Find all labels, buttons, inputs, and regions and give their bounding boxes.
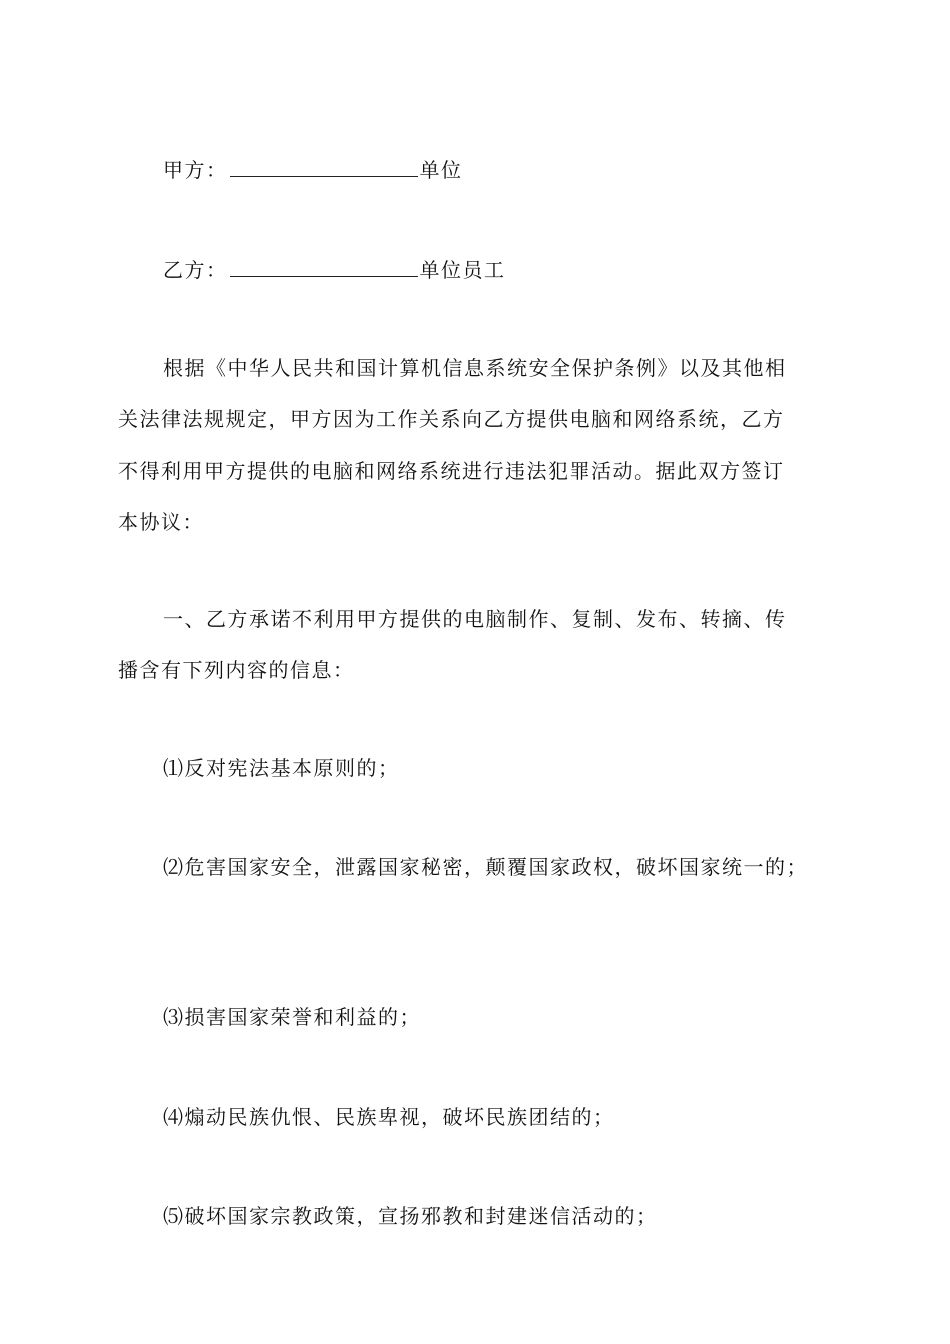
party-b-blank — [230, 258, 418, 277]
list-item: ⑸破坏国家宗教政策，宣扬邪教和封建迷信活动的； — [163, 1204, 658, 1228]
party-b-line — [163, 257, 506, 283]
preamble-line: 不得利用甲方提供的电脑和网络系统进行违法犯罪活动。据此双方签订 — [118, 459, 785, 483]
party-a-blank — [230, 158, 418, 177]
party-a-line — [163, 157, 463, 183]
clause-one-line: 一、乙方承诺不利用甲方提供的电脑制作、复制、发布、转摘、传 — [163, 607, 787, 631]
list-item: ⑷煽动民族仇恨、民族卑视，破坏民族团结的； — [163, 1105, 615, 1129]
clause-one-line: 播含有下列内容的信息： — [118, 658, 355, 682]
list-item: ⑴反对宪法基本原则的； — [163, 756, 400, 780]
party-b-suffix: 单位员工 — [419, 258, 506, 282]
preamble-line: 本协议： — [118, 510, 204, 534]
party-a-label: 甲方： — [163, 158, 228, 182]
preamble-line: 关法律法规规定，甲方因为工作关系向乙方提供电脑和网络系统，乙方 — [118, 407, 785, 431]
list-item: ⑶损害国家荣誉和利益的； — [163, 1005, 421, 1029]
party-b-label: 乙方： — [163, 258, 228, 282]
preamble-line: 根据《中华人民共和国计算机信息系统安全保护条例》以及其他相 — [163, 356, 787, 380]
party-a-suffix: 单位 — [419, 158, 463, 182]
list-item: ⑵危害国家安全，泄露国家秘密，颠覆国家政权，破坏国家统一的； — [163, 855, 808, 879]
